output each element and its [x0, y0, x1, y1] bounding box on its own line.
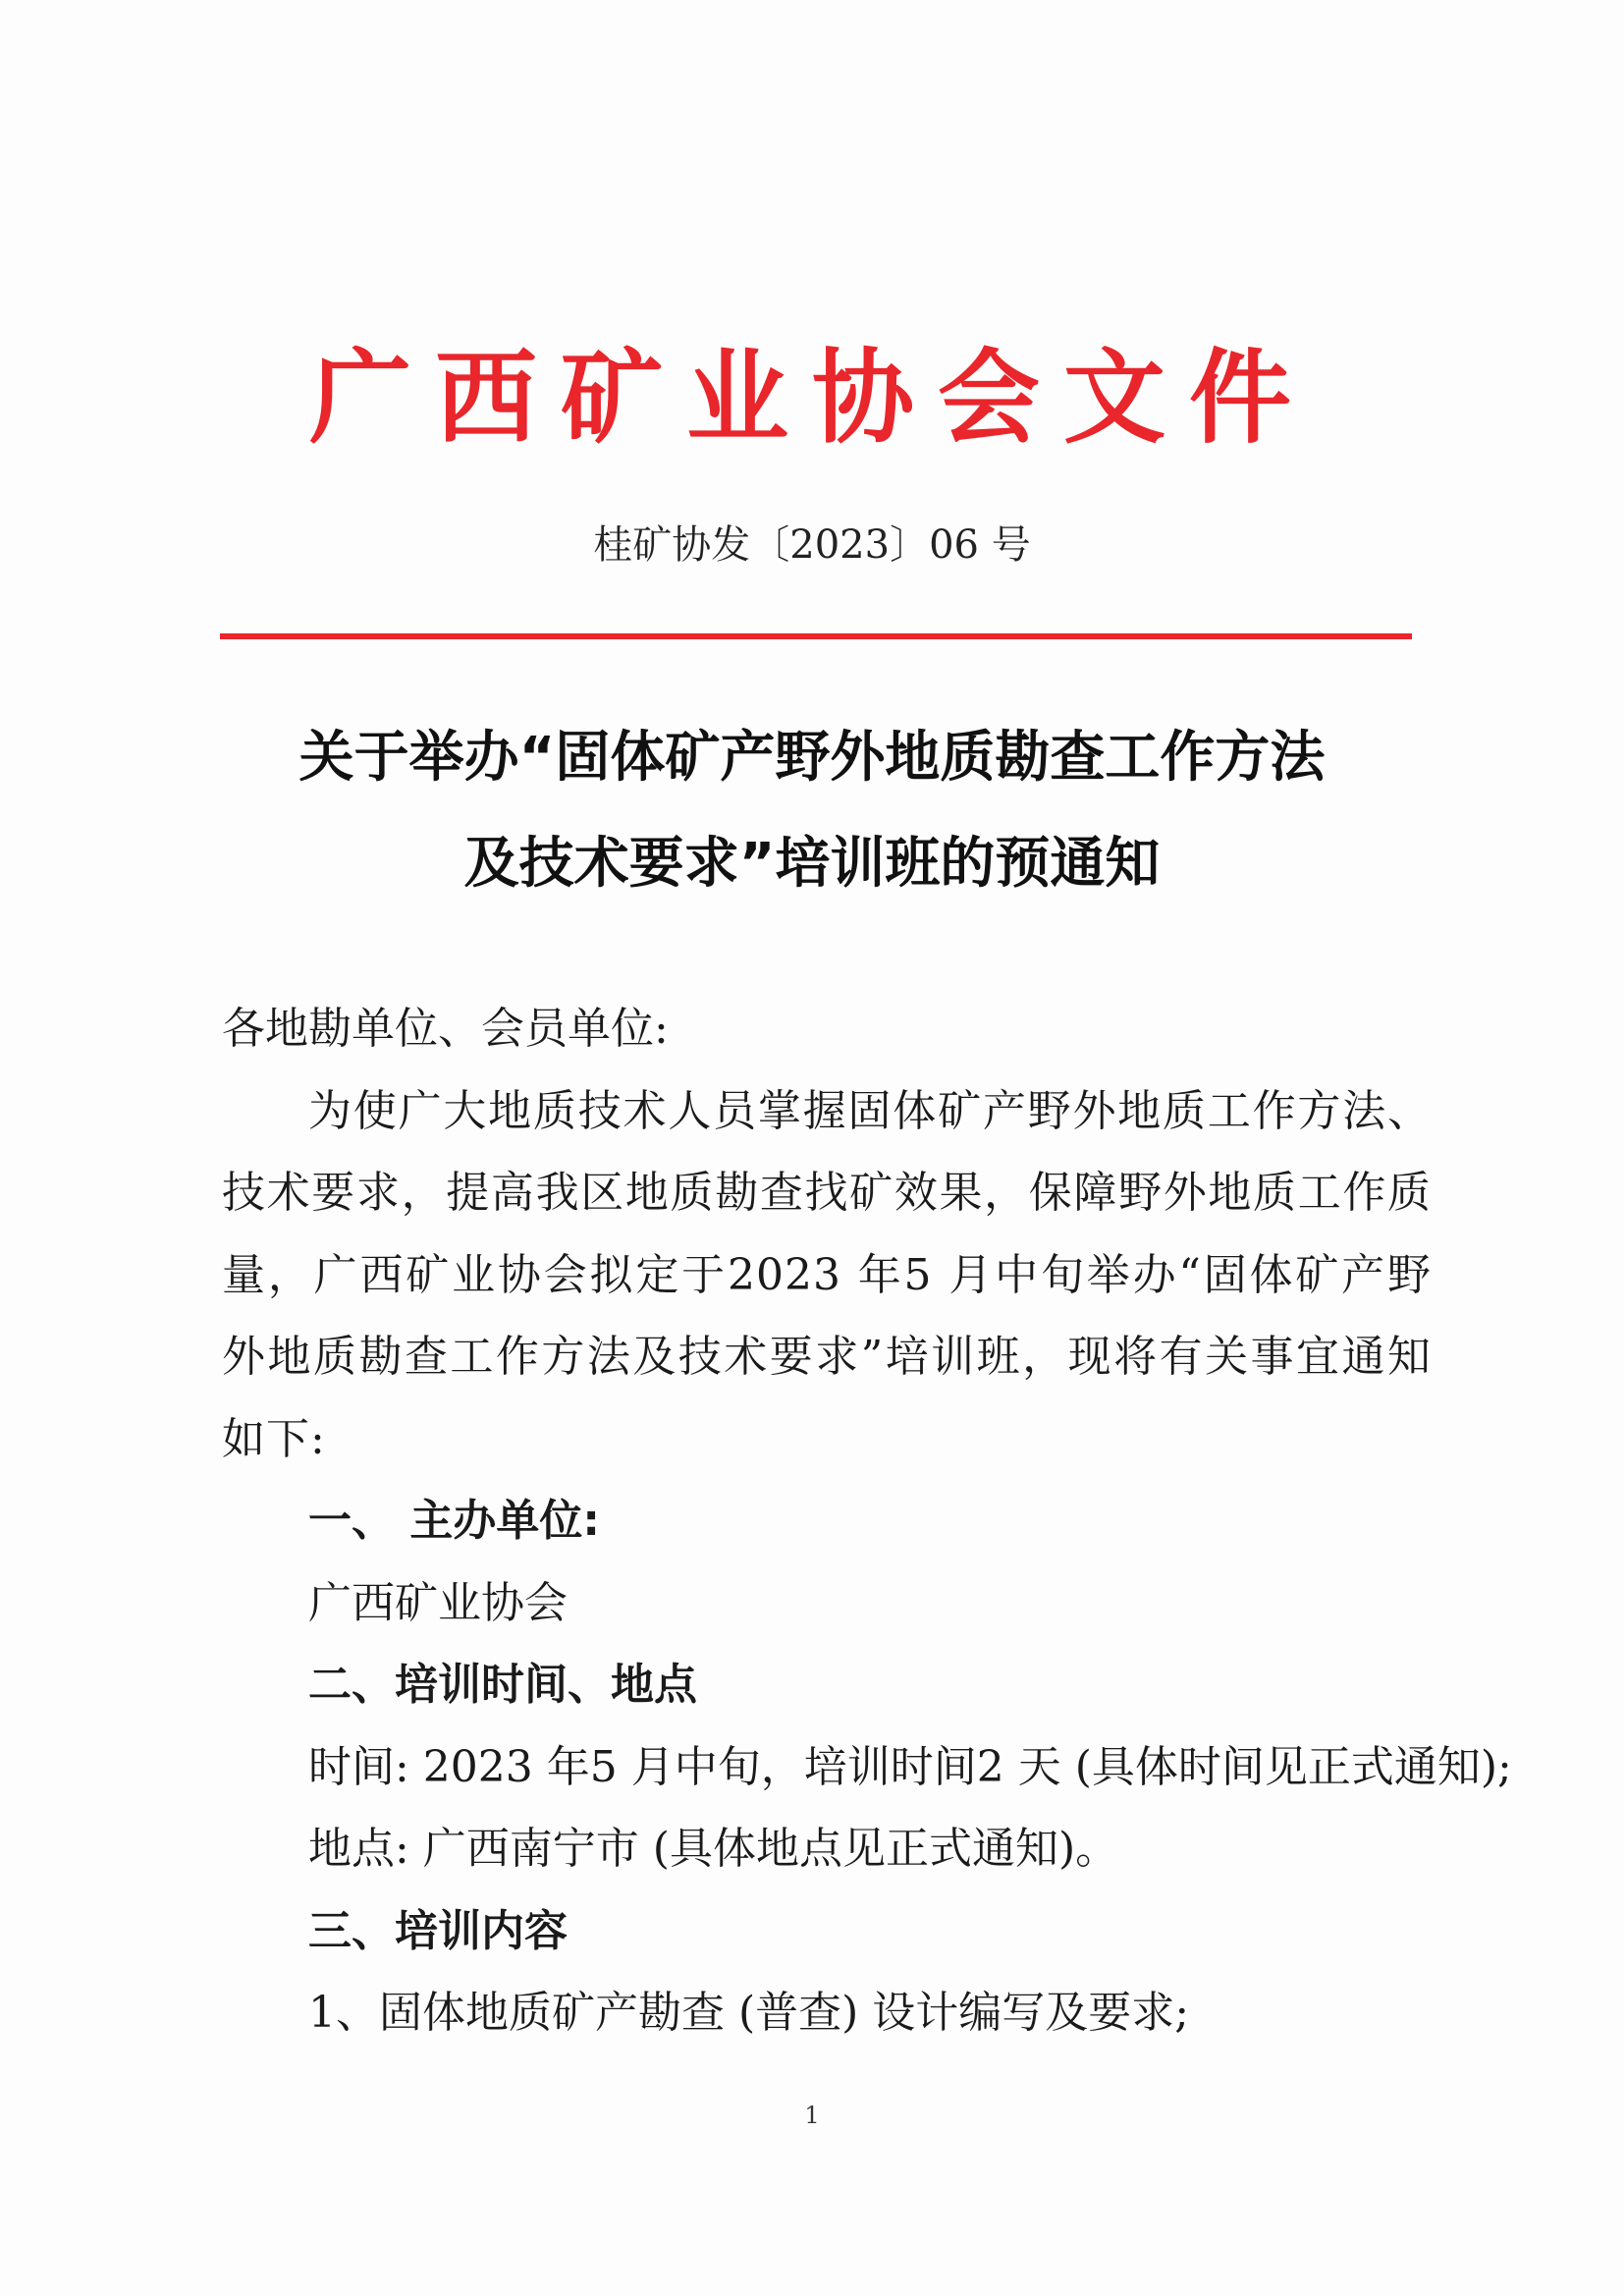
document-number: 桂矿协发〔2023〕06 号: [593, 522, 1031, 568]
page-number: 1: [804, 2102, 820, 2129]
notice-body: [222, 988, 1512, 2054]
section-2-place: 地点: 广西南宁市 (具体地点见正式通知)。: [308, 1824, 1119, 1874]
section-1-content: 广西矿业协会: [308, 1577, 568, 1628]
section-3-heading: 三、培训内容: [308, 1905, 568, 1956]
section-3-item-1: 1、固体地质矿产勘查 (普查) 设计编写及要求;: [308, 1988, 1190, 2038]
org-document-header: 广西矿业协会文件: [308, 338, 1315, 458]
salutation: 各地勘单位、会员单位:: [222, 1004, 669, 1054]
header-divider: [220, 633, 1412, 639]
section-2-heading: 二、培训时间、地点: [308, 1660, 697, 1710]
section-1-heading: 一、 主办单位:: [308, 1496, 600, 1546]
intro-paragraph: 为使广大地质技术人员掌握固体矿产野外地质工作方法、技术要求，提高我区地质勘查找矿效果，保障野外地质工作质量，广西矿业协会拟定于2023 年5 月中旬举办“固体矿产野外地质勘查工作方法及技术要求”培训班，现将有关事宜通知如下:: [222, 1085, 1432, 1464]
notice-title: [196, 705, 1428, 917]
notice-title-line-2: 及技术要求”培训班的预通知: [463, 832, 1161, 896]
notice-title-line-1: 关于举办“固体矿产野外地质勘查工作方法: [298, 726, 1326, 790]
section-2-time: 时间: 2023 年5 月中旬，培训时间2 天 (具体时间见正式通知);: [308, 1741, 1512, 1792]
